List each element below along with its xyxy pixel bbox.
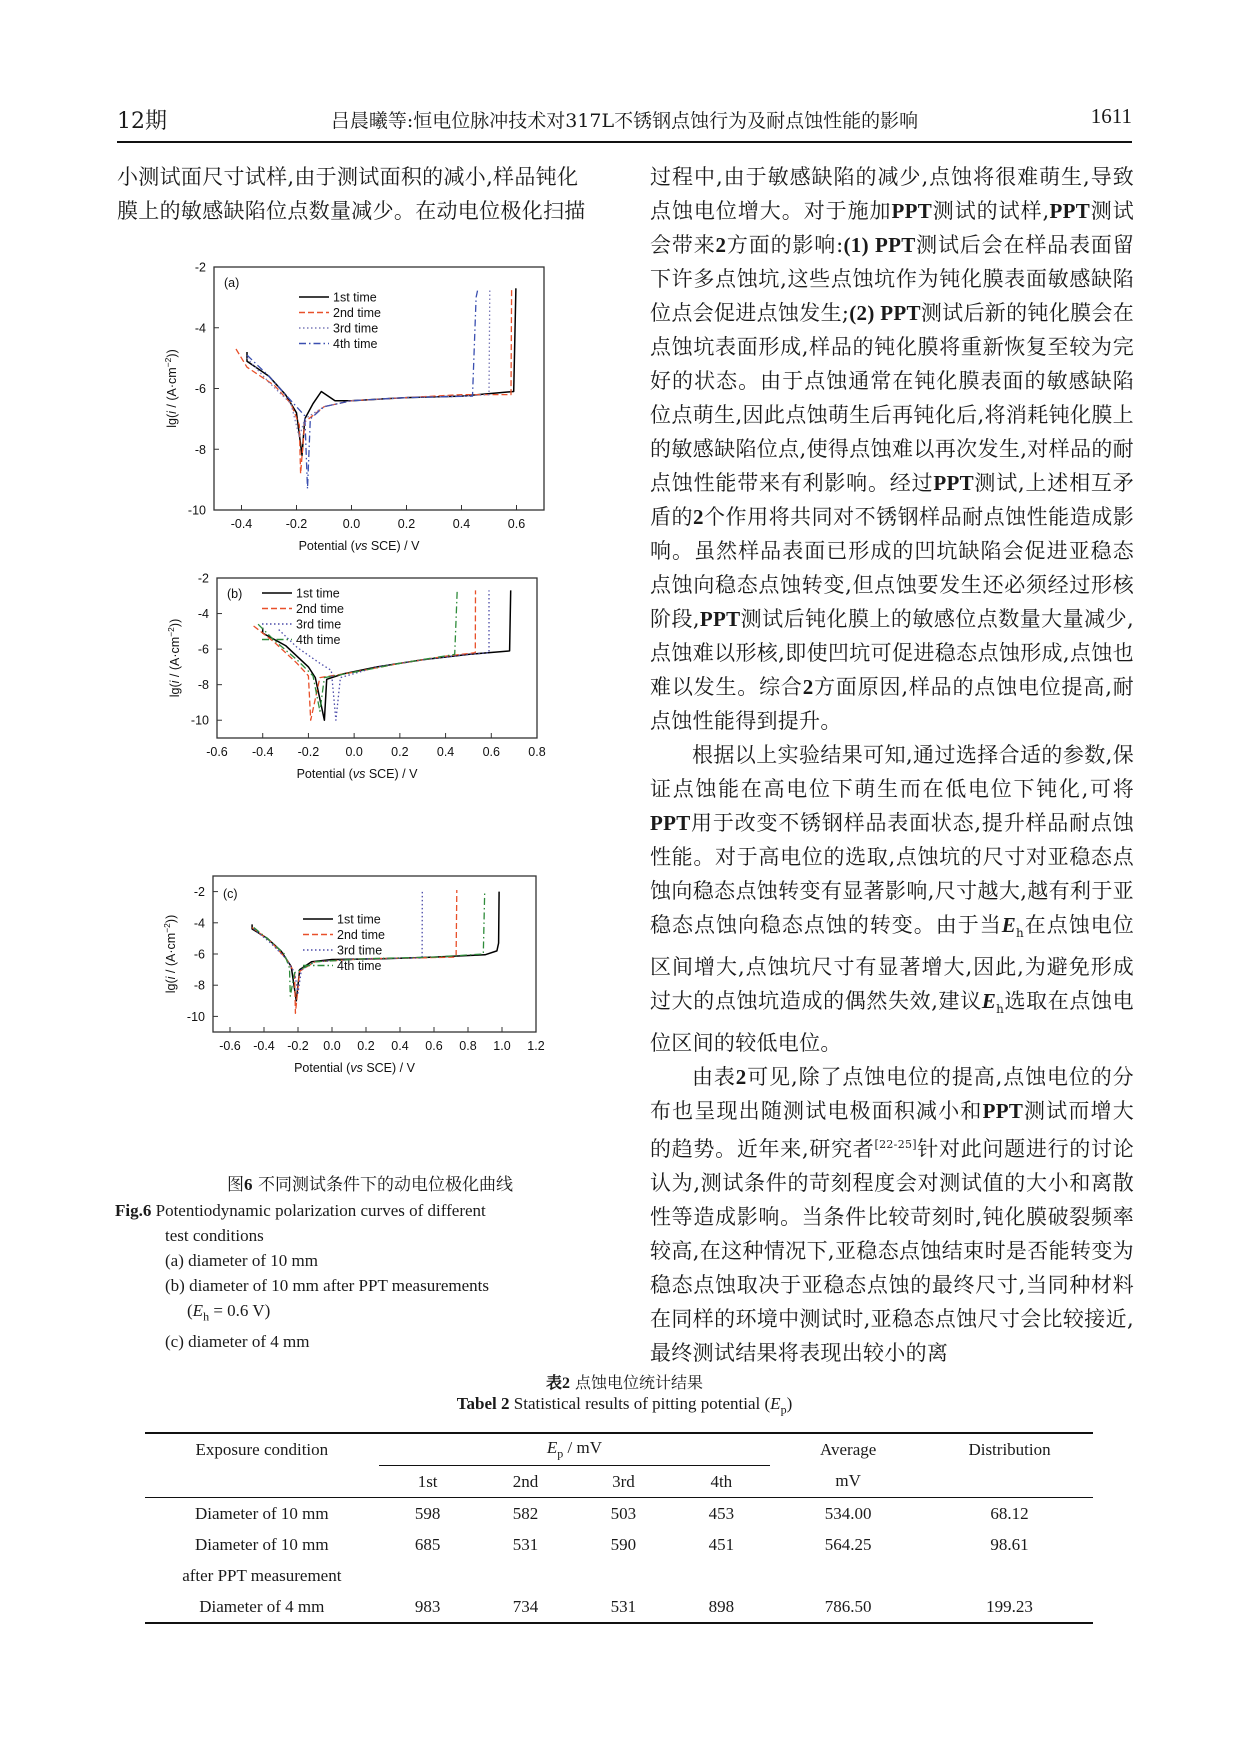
series-line xyxy=(247,288,516,455)
y-tick-label: -2 xyxy=(194,260,206,275)
text-line: 小测试面尺寸试样,由于测试面积的减小,样品钝化 xyxy=(117,165,579,189)
x-tick-label: 0.0 xyxy=(323,1039,341,1053)
text-bold: (2) PPT xyxy=(849,301,921,325)
text-bold: PPT xyxy=(891,199,933,223)
left-column-text xyxy=(117,160,601,228)
symbol-E: E xyxy=(770,1394,781,1413)
y-tick-label: -10 xyxy=(190,713,209,728)
text-bold: PPT xyxy=(933,471,974,495)
x-tick-label: 0.2 xyxy=(397,517,416,531)
table-label: 表 xyxy=(545,1375,562,1392)
col-header-run: 2nd xyxy=(477,1466,575,1498)
legend-label: 4th time xyxy=(337,959,382,973)
chart-panel-c xyxy=(150,790,550,1075)
legend-label: 3rd time xyxy=(296,617,342,632)
y-tick-label: -10 xyxy=(187,503,206,518)
caption-sub-a: (a) diameter of 10 mm xyxy=(165,1251,318,1270)
cell-condition: Diameter of 10 mm xyxy=(195,1534,329,1554)
text: 用于改变不锈钢样品表面状态,提升样品耐点蚀性能。对于高电位的选取,点蚀坑的尺寸对亚稳态点蚀向稳态点蚀转变有显著影响,尺寸越大,越有利于亚稳态点蚀向稳态点蚀的转变。由于当 xyxy=(650,811,1134,937)
legend-label: 1st time xyxy=(333,290,377,305)
polarization-chart xyxy=(150,505,550,805)
table-label-en: Tabel 2 xyxy=(456,1394,510,1413)
symbol-E: E xyxy=(981,989,997,1014)
legend-label: 1st time xyxy=(296,586,340,601)
cell-condition: Diameter of 10 mm xyxy=(195,1503,329,1523)
cell-value: 983 xyxy=(414,1596,441,1616)
y-tick-label: -6 xyxy=(193,947,205,962)
text: 选取在点蚀电位区间的较低电位。 xyxy=(650,989,1134,1056)
chart-panel-b xyxy=(150,505,550,781)
caption-cn xyxy=(145,1172,595,1198)
running-title: 吕晨曦等:恒电位脉冲技术对317L不锈钢点蚀行为及耐点蚀性能的影响 xyxy=(330,110,919,132)
paren: ( xyxy=(187,1301,193,1320)
col-header-average: Average xyxy=(820,1439,877,1459)
x-tick-label: 1.2 xyxy=(527,1039,545,1053)
caption-cn-text: 不同测试条件下的动电位极化曲线 xyxy=(257,1175,513,1195)
cell-value: 582 xyxy=(512,1503,539,1523)
plot-frame xyxy=(214,267,544,510)
y-tick-label: -10 xyxy=(186,1009,205,1024)
text: 测试的试样, xyxy=(932,199,1050,223)
cell-value: 685 xyxy=(414,1534,441,1554)
cell-value: 531 xyxy=(610,1596,637,1616)
paragraph-1 xyxy=(650,160,1134,738)
x-tick-label: 0.6 xyxy=(482,745,500,759)
table-title-cn xyxy=(117,1370,1132,1393)
symbol-E: E xyxy=(192,1301,204,1320)
y-tick-label: -4 xyxy=(197,607,209,622)
panel-label: (b) xyxy=(227,587,243,601)
col-header-distribution: Distribution xyxy=(968,1439,1051,1459)
table-num: 2 xyxy=(561,1375,570,1392)
caption-en xyxy=(115,1198,595,1223)
panel-label: (c) xyxy=(223,887,238,901)
text-bold: 2 xyxy=(693,505,704,529)
text-line: 膜上的敏感缺陷位点数量减少。在动电位极化扫描 xyxy=(117,199,586,223)
text-bold: 2 xyxy=(802,675,814,699)
text: 方面原因,样品的点蚀电位提高,耐点蚀性能得到提升。 xyxy=(650,675,1134,733)
table-row-continuation xyxy=(145,1560,1093,1591)
cell-value: 598 xyxy=(414,1503,441,1523)
value: = 0.6 V) xyxy=(209,1301,271,1320)
citation-link[interactable]: [22-25] xyxy=(874,1138,917,1152)
col-header-average-unit: mV xyxy=(770,1466,926,1498)
y-tick-label: -4 xyxy=(194,321,206,336)
text: 针对此问题进行的讨论认为,测试条件的苛刻程度会对测试值的大小和离散性等造成影响。当条件比较苛刻时,钝化膜破裂频率较高,在这种情况下,亚稳态点蚀结束时是否能转变为稳态点蚀取决于亚稳态点蚀的最终尺寸,当同种材料在同样的环境中测试时,亚稳态点蚀尺寸会比较接近,最终测试结果将表现出较小的离 xyxy=(650,1137,1134,1366)
x-tick-label: 0.2 xyxy=(391,745,409,759)
series-line xyxy=(254,892,422,993)
x-tick-label: -0.6 xyxy=(206,745,228,759)
legend-label: 4th time xyxy=(296,633,341,647)
caption-en-label: Fig.6 xyxy=(115,1201,152,1220)
polarization-chart xyxy=(150,230,550,553)
subscript: h xyxy=(1016,926,1025,941)
x-tick-label: 0.0 xyxy=(342,517,361,531)
chart-panel-a xyxy=(150,230,550,553)
y-tick-label: -8 xyxy=(193,978,205,993)
x-tick-label: -0.2 xyxy=(285,517,308,531)
table-title-en xyxy=(117,1394,1132,1417)
legend-label: 2nd time xyxy=(296,602,344,616)
subscript: h xyxy=(996,1002,1005,1017)
legend-label: 2nd time xyxy=(337,928,385,942)
x-tick-label: -0.4 xyxy=(253,1039,275,1053)
subscript: p xyxy=(780,1402,787,1417)
table-title-en-text: Statistical results of pitting potential ( xyxy=(509,1394,771,1413)
text-bold: PPT xyxy=(699,607,741,631)
col-header-run: 4th xyxy=(672,1466,770,1498)
y-tick-label: -2 xyxy=(197,571,209,586)
series-line xyxy=(254,590,476,720)
x-tick-label: 0.6 xyxy=(425,1039,443,1053)
caption-sub-c: (c) diameter of 4 mm xyxy=(165,1332,310,1352)
panel-label: (a) xyxy=(224,276,240,290)
legend-label: 3rd time xyxy=(337,943,383,958)
text-bold: PPT xyxy=(982,1099,1024,1124)
x-tick-label: -0.2 xyxy=(297,745,320,759)
text-bold: PPT xyxy=(650,811,691,835)
empty-cell xyxy=(926,1466,1093,1498)
text: 方面的影响: xyxy=(726,233,844,257)
x-tick-label: 0.4 xyxy=(436,745,455,759)
paragraph-3 xyxy=(650,1060,1134,1370)
cell-value: 453 xyxy=(708,1503,735,1523)
text: 过程中,由于敏感缺陷的减少,点蚀将很难萌生,导致点蚀电位增大。对于施加 xyxy=(650,165,1134,223)
series-line xyxy=(258,590,457,711)
table-row xyxy=(145,1529,1093,1560)
x-tick-label: -0.4 xyxy=(251,745,274,759)
caption-sub-b-eh xyxy=(165,1298,595,1329)
text: 测试,上述相互矛盾的 xyxy=(650,471,1134,529)
subscript: p xyxy=(557,1446,564,1461)
caption-en-line2: test conditions xyxy=(165,1226,264,1245)
y-tick-label: -4 xyxy=(193,916,205,931)
text: 测试后会在样品表面留下许多点蚀坑,这些点蚀坑作为钝化膜表面敏感缺陷位点会促进点蚀发生; xyxy=(650,233,1135,325)
x-tick-label: 0.8 xyxy=(459,1039,477,1053)
x-tick-label: 0.8 xyxy=(528,745,546,759)
cell-condition: after PPT measurement xyxy=(182,1565,342,1585)
y-tick-label: -8 xyxy=(197,678,209,693)
x-axis-label: Potential (vs SCE) / V xyxy=(296,767,418,781)
y-tick-label: -2 xyxy=(193,885,205,900)
text: 可见,除了点蚀电位的提高,点蚀电位的分布也呈现出随测试电极面积减小和 xyxy=(650,1065,1134,1124)
x-tick-label: 0.2 xyxy=(357,1039,375,1053)
right-column-text xyxy=(650,160,1134,1370)
x-tick-label: 0.4 xyxy=(391,1039,409,1053)
cell-distribution: 98.61 xyxy=(990,1534,1029,1554)
x-tick-label: -0.2 xyxy=(287,1039,309,1053)
caption-cn-label: 图 xyxy=(227,1175,245,1195)
text: 在点蚀电位区间增大,点蚀坑尺寸有显著增大,因此,为避免形成过大的点蚀坑造成的偶然失效,建议 xyxy=(650,913,1134,1014)
col-header-run: 1st xyxy=(379,1466,477,1498)
header-rule xyxy=(117,141,1132,143)
cell-value: 590 xyxy=(610,1534,637,1554)
caption-cn-num: 6 xyxy=(244,1175,253,1194)
cell-value: 734 xyxy=(512,1596,539,1616)
legend-label: 4th time xyxy=(333,337,378,351)
text-bold: (1) PPT xyxy=(843,233,916,257)
caption-sub-b: (b) diameter of 10 mm after PPT measurements xyxy=(165,1276,490,1295)
legend-label: 2nd time xyxy=(333,306,381,320)
empty-cell xyxy=(145,1466,379,1498)
cell-condition: Diameter of 4 mm xyxy=(199,1596,325,1616)
unit: / mV xyxy=(563,1437,603,1457)
text: 根据以上实验结果可知,通过选择合适的参数,保证点蚀能在高电位下萌生而在低电位下钝化,可将 xyxy=(650,743,1134,801)
cell-value: 898 xyxy=(708,1596,735,1616)
cell-value: 451 xyxy=(708,1534,735,1554)
text: 个作用将共同对不锈钢样品耐点蚀性能造成影响。虽然样品表面已形成的凹坑缺陷会促进亚稳态点蚀向稳态点蚀转变,但点蚀要发生还必须经过形核阶段, xyxy=(650,505,1135,631)
y-tick-label: -8 xyxy=(194,442,206,457)
x-tick-label: 1.0 xyxy=(493,1039,511,1053)
page-header xyxy=(117,104,1132,136)
symbol-E: E xyxy=(546,1437,558,1457)
x-tick-label: 0.6 xyxy=(507,517,526,531)
cell-value: 503 xyxy=(610,1503,637,1523)
page-number: 1611 xyxy=(1090,104,1132,128)
table-title-text: 点蚀电位统计结果 xyxy=(575,1373,704,1392)
text: 测试会带来 xyxy=(650,199,1134,257)
table-row xyxy=(145,1591,1093,1623)
text: 测试后新的钝化膜会在点蚀坑表面形成,样品的钝化膜将重新恢复至较为完好的状态。由于点蚀通常在钝化膜表面的敏感缺陷位点萌生,因此点蚀萌生后再钝化后,将消耗钝化膜上的敏感缺陷位点,使得点蚀难以再次发生,对样品的耐点蚀性能带来有利影响。经过 xyxy=(650,301,1135,495)
caption-en-line1: Potentiodynamic polarization curves of different xyxy=(155,1201,486,1220)
legend-label: 3rd time xyxy=(333,321,379,336)
text: 测试后钝化膜上的敏感位点数量大量减少,点蚀难以形核,即使凹坑可促进稳态点蚀形成,点蚀也难以发生。综合 xyxy=(650,607,1135,699)
y-tick-label: -6 xyxy=(194,382,206,396)
y-axis-label: $\lg(i / (A\cdot cm^{-2}))$ xyxy=(163,349,179,428)
text-bold: 2 xyxy=(715,233,727,257)
y-tick-label: -6 xyxy=(197,642,209,657)
table-row xyxy=(145,1498,1093,1530)
figure-caption xyxy=(115,1172,595,1354)
cell-average: 534.00 xyxy=(824,1503,872,1523)
cell-distribution: 199.23 xyxy=(986,1596,1033,1616)
text-bold: 2 xyxy=(735,1065,747,1090)
y-axis-label: $\lg(i / (A\cdot cm^{-2}))$ xyxy=(166,618,182,698)
subscript: h xyxy=(203,1309,210,1324)
paren: ) xyxy=(786,1394,793,1413)
x-tick-label: -0.6 xyxy=(219,1039,241,1053)
cell-average: 564.25 xyxy=(824,1534,872,1554)
y-axis-label: $\lg(i / (A\cdot cm^{-2}))$ xyxy=(162,914,178,994)
paragraph-2 xyxy=(650,738,1134,1060)
x-tick-label: -0.4 xyxy=(230,517,253,531)
x-axis-label: Potential (vs SCE) / V xyxy=(298,539,420,553)
results-table xyxy=(145,1432,1093,1624)
col-header-condition: Exposure condition xyxy=(195,1439,329,1459)
col-header-run: 3rd xyxy=(574,1466,672,1498)
legend-label: 1st time xyxy=(337,912,381,927)
x-tick-label: 0.4 xyxy=(452,517,471,531)
cell-average: 786.50 xyxy=(824,1596,872,1616)
issue-number: 12期 xyxy=(117,109,167,134)
text: 由表 xyxy=(692,1065,736,1090)
cell-distribution: 68.12 xyxy=(990,1503,1029,1523)
cell-value: 531 xyxy=(512,1534,539,1554)
text-bold: PPT xyxy=(1049,199,1091,223)
x-tick-label: 0.0 xyxy=(345,745,363,759)
symbol-E: E xyxy=(1001,913,1017,937)
text: 测试而增大的趋势。近年来,研究者 xyxy=(650,1099,1134,1162)
polarization-chart xyxy=(150,790,550,1090)
col-header-ep xyxy=(379,1433,771,1466)
x-axis-label: Potential (vs SCE) / V xyxy=(294,1061,415,1075)
